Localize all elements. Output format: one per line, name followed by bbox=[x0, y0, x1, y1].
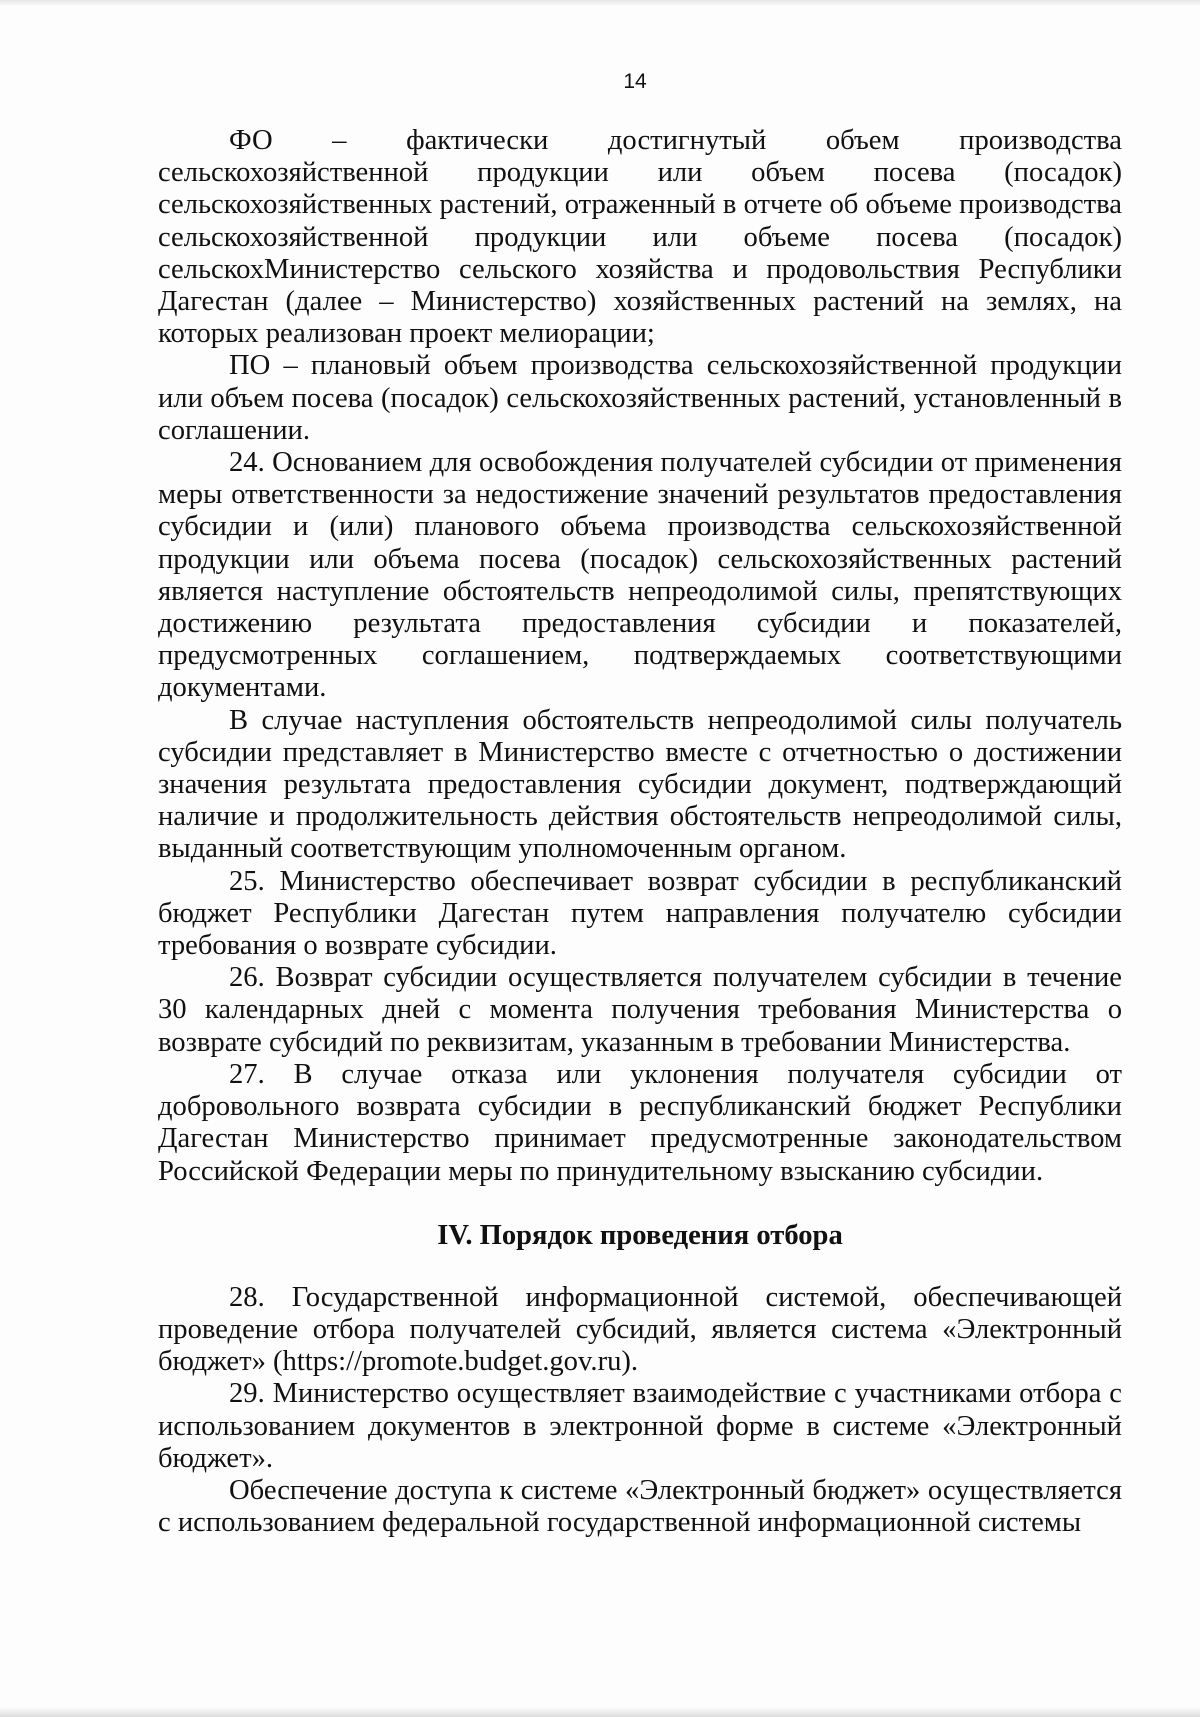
paragraph-26: 26. Возврат субсидии осуществляется получателем субсидии в течение 30 календарных дней с момента получения требования Министерства о возврате субсидий по реквизитам, указанным в требовании Министерства. bbox=[158, 962, 1122, 1058]
paragraph-access: Обеспечение доступа к системе «Электронный бюджет» осуществляется с использованием федеральной государственной информационной системы bbox=[158, 1474, 1122, 1539]
section-heading: IV. Порядок проведения отбора bbox=[437, 1219, 843, 1251]
scan-edge-bottom bbox=[0, 1707, 1200, 1717]
paragraph-24: 24. Основанием для освобождения получателей субсидии от применения меры ответственности за недостижение значений результатов предоставления субсидии и (или) планового объема производства сельскохозяйственной продукции или объема посева (посадок) сельскохозяйственных растений является наступление обстоятельств непреодолимой силы, препятствующих достижению результата предоставления субсидии и показателей, предусмотренных соглашением, подтверждаемых соответствующими документами. bbox=[158, 447, 1122, 704]
paragraph-27: 27. В случае отказа или уклонения получателя субсидии от добровольного возврата субсидии в республиканский бюджет Республики Дагестан Министерство принимает предусмотренные законодательством Российской Федерации меры по принудительному взысканию субсидии. bbox=[158, 1058, 1122, 1187]
paragraph-28: 28. Государственной информационной системой, обеспечивающей проведение отбора получателей субсидий, является система «Электронный бюджет» (https://promote.budget.gov.ru). bbox=[158, 1281, 1122, 1378]
document-body bbox=[158, 125, 1122, 1539]
paragraph-29: 29. Министерство осуществляет взаимодействие с участниками отбора с использованием документов в электронной форме в системе «Электронный бюджет». bbox=[158, 1378, 1122, 1474]
paragraph-force-majeure: В случае наступления обстоятельств непреодолимой силы получатель субсидии представляет в Министерство вместе с отчетностью о достижении значения результата предоставления субсидии документ, подтверждающий наличие и продолжительность действия обстоятельств непреодолимой силы, выданный соответствующим уполномоченным органом. bbox=[158, 704, 1122, 865]
paragraph-po-definition: ПО – плановый объем производства сельскохозяйственной продукции или объем посева (посадок) сельскохозяйственных растений, установленный в соглашении. bbox=[158, 350, 1122, 446]
paragraph-fo-definition: ФО – фактически достигнутый объем производства сельскохозяйственной продукции или объем посева (посадок) сельскохозяйственных растений, отраженный в отчете об объеме производства сельскохозяйственной продукции или объеме посева (посадок) сельскохМинистерство сельского хозяйства и продовольствия Республики Дагестан (далее – Министерство) хозяйственных растений на землях, на которых реализован проект мелиорации; bbox=[158, 125, 1122, 350]
scan-edge-top bbox=[0, 0, 1200, 6]
paragraph-25: 25. Министерство обеспечивает возврат субсидии в республиканский бюджет Республики Дагестан путем направления получателю субсидии требования о возврате субсидии. bbox=[158, 865, 1122, 962]
page-number: 14 bbox=[623, 70, 647, 93]
